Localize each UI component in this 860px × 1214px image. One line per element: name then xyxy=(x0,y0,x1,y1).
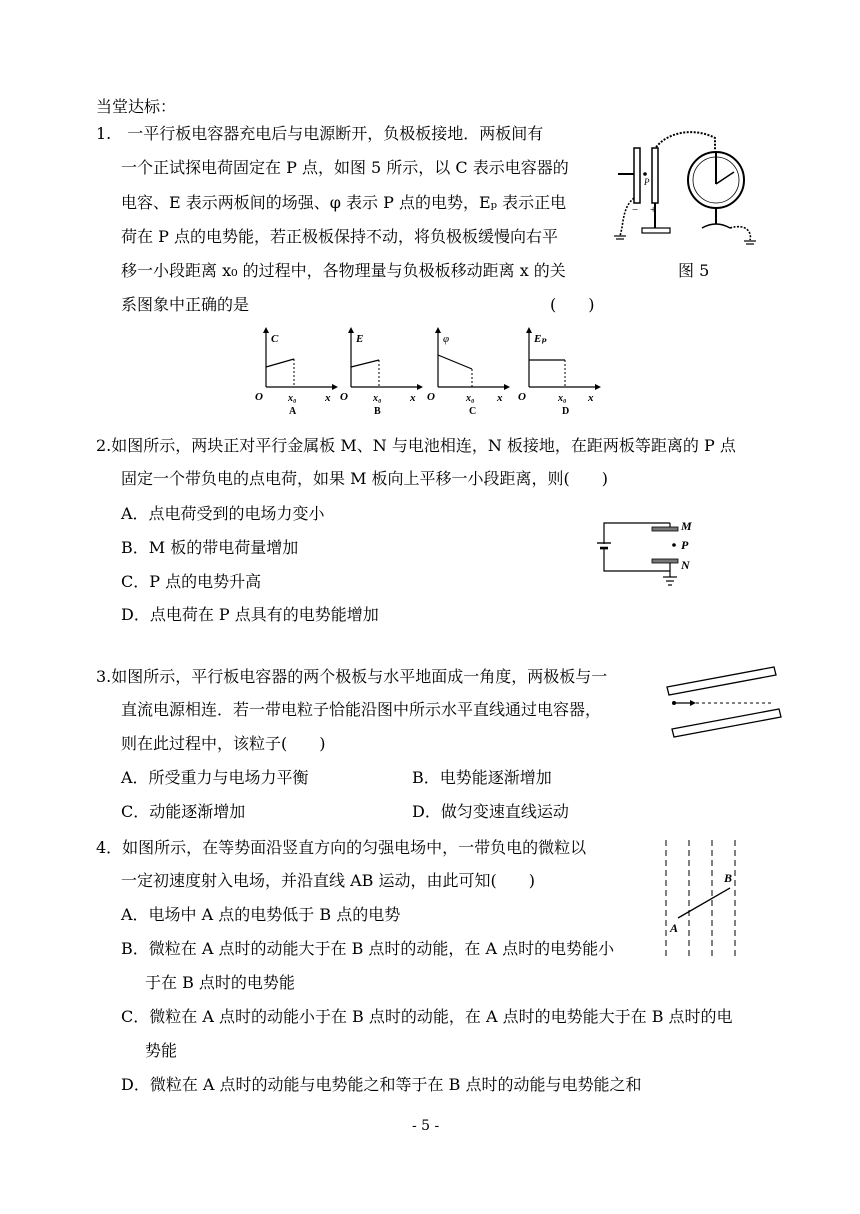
graph-b-origin: O xyxy=(340,391,348,403)
q2-figure-circuit xyxy=(592,513,702,593)
q1-line-1: 1. 一平行板电容器充电后与电源断开，负极板接地．两板间有 xyxy=(96,124,544,143)
q2-option-c: C．P 点的电势升高 xyxy=(121,572,262,591)
svg-text:P: P xyxy=(644,177,650,187)
graph-a-tick: x₀ xyxy=(288,393,297,404)
q1-line-3: 电容、E 表示两板间的场强、φ 表示 P 点的电势，Eₚ 表示正电 xyxy=(121,193,567,212)
q1-line-6: 系图象中正确的是 xyxy=(121,295,250,314)
graph-c-xlabel: x xyxy=(497,392,503,404)
graph-c-tick: x₀ xyxy=(466,393,475,404)
svg-text:−: − xyxy=(632,204,639,216)
graph-a-letter: A xyxy=(289,406,297,417)
q3-option-d: D．做匀变速直线运动 xyxy=(412,802,569,821)
q1-figure-caption: 图 5 xyxy=(678,261,710,280)
q1-line-2: 一个正试探电荷固定在 P 点，如图 5 所示，以 C 表示电容器的 xyxy=(121,158,569,177)
graph-c-ylabel: φ xyxy=(443,333,450,345)
q2-option-d: D．点电荷在 P 点具有的电势能增加 xyxy=(121,605,379,624)
q1-figure-capacitor-electrometer xyxy=(612,128,762,250)
q3-line-3: 则在此过程中，该粒子( ) xyxy=(121,734,326,753)
graph-b-ylabel: E xyxy=(356,333,364,345)
q4-line-1: 4．如图所示，在等势面沿竖直方向的匀强电场中，一带负电的微粒以 xyxy=(96,838,587,857)
q2-label-n: N xyxy=(681,558,690,572)
graph-d-tick: x₀ xyxy=(558,393,567,404)
q4-option-c-line-2: 势能 xyxy=(145,1041,178,1060)
graph-d-letter: D xyxy=(562,406,570,417)
graph-d-origin: O xyxy=(518,391,526,403)
graph-a-origin: O xyxy=(255,391,263,403)
section-heading: 当堂达标： xyxy=(96,97,177,116)
svg-text:+: + xyxy=(650,204,657,216)
q1-graph-a xyxy=(252,325,338,417)
q1-graph-b xyxy=(337,325,423,417)
q4-option-d: D．微粒在 A 点时的动能与电势能之和等于在 B 点时的动能与电势能之和 xyxy=(121,1075,642,1094)
q4-option-b-line-1: B．微粒在 A 点时的动能大于在 B 点时的动能，在 A 点时的电势能小 xyxy=(121,939,615,958)
q4-option-b-line-2: 于在 B 点时的电势能 xyxy=(145,973,295,992)
q3-option-c: C．动能逐渐增加 xyxy=(121,802,246,821)
q4-label-a: A xyxy=(670,921,679,935)
q3-line-2: 直流电源相连．若一带电粒子恰能沿图中所示水平直线通过电容器， xyxy=(121,700,602,719)
q4-label-b: B xyxy=(724,871,733,885)
graph-b-tick: x₀ xyxy=(373,393,382,404)
q3-figure-tilted-plates xyxy=(664,663,784,741)
graph-a-xlabel: x xyxy=(325,392,331,404)
q4-figure-field xyxy=(660,836,750,962)
q2-option-b: B．M 板的带电荷量增加 xyxy=(121,538,299,557)
q2-line-2: 固定一个带负电的点电荷，如果 M 板向上平移一小段距离，则( ) xyxy=(121,469,609,488)
graph-a-ylabel: C xyxy=(271,333,279,345)
q1-answer-bracket: ( ) xyxy=(550,295,595,314)
q2-label-p: P xyxy=(681,538,689,552)
graph-b-letter: B xyxy=(374,406,381,417)
q1-graph-c xyxy=(424,325,510,417)
q4-option-a: A．电场中 A 点的电势低于 B 点的电势 xyxy=(121,905,401,924)
graph-c-origin: O xyxy=(427,391,435,403)
graph-d-ylabel: Eₚ xyxy=(534,333,547,345)
q3-option-b: B．电势能逐渐增加 xyxy=(412,768,552,787)
q4-option-c-line-1: C．微粒在 A 点时的动能小于在 B 点时的动能，在 A 点时的电势能大于在 B 点时的电 xyxy=(121,1007,733,1026)
page-number: - 5 - xyxy=(412,1118,440,1134)
q4-line-2: 一定初速度射入电场，并沿直线 AB 运动，由此可知( ) xyxy=(121,871,535,890)
q3-line-1: 3.如图所示，平行板电容器的两个极板与水平地面成一角度，两极板与一 xyxy=(96,667,608,686)
q2-option-a: A．点电荷受到的电场力变小 xyxy=(121,504,325,523)
graph-b-xlabel: x xyxy=(410,392,416,404)
graph-c-letter: C xyxy=(469,406,477,417)
q3-option-a: A．所受重力与电场力平衡 xyxy=(121,768,309,787)
q1-line-5: 移一小段距离 x₀ 的过程中，各物理量与负极板移动距离 x 的关 xyxy=(121,261,566,280)
q1-graph-d xyxy=(515,325,601,417)
q2-line-1: 2.如图所示，两块正对平行金属板 M、N 与电池相连，N 板接地，在距两板等距离的 P 点 xyxy=(96,436,736,455)
graph-d-xlabel: x xyxy=(588,392,594,404)
q1-line-4: 荷在 P 点的电势能，若正极板保持不动，将负极板缓慢向右平 xyxy=(121,227,558,246)
q2-label-m: M xyxy=(681,519,692,533)
